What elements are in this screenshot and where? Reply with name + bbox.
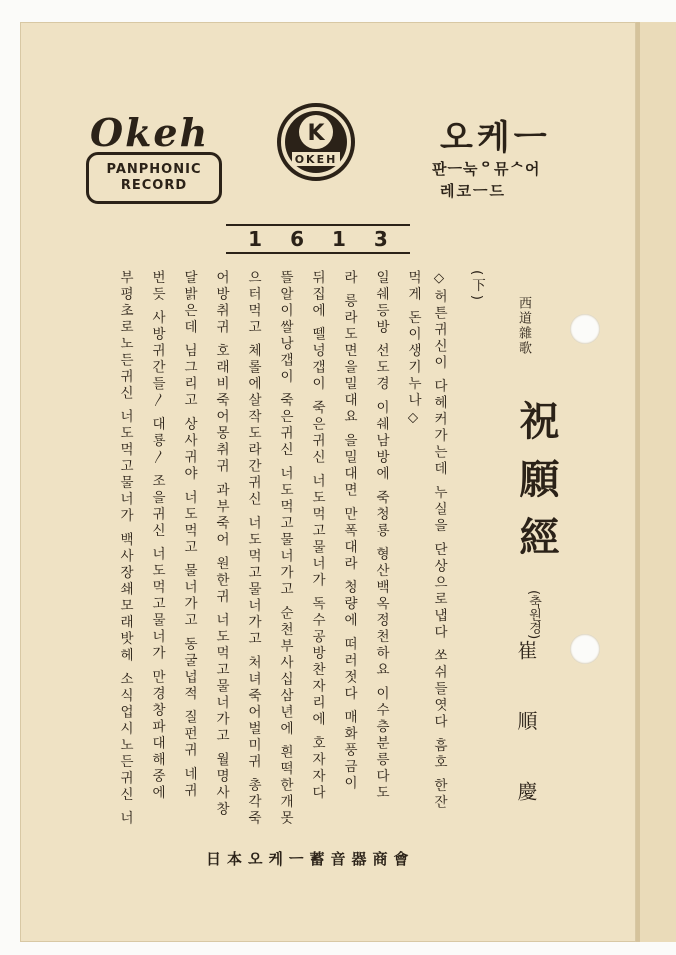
lyric-part-mark: (下) <box>469 270 485 304</box>
record-number: 1613 <box>248 227 416 251</box>
adjacent-page-edge <box>640 22 676 942</box>
lyric-line-8: 어방취귀 호래비죽어몽취귀 과부죽어 원한귀 너도먹고물너가고 월명사창 <box>213 270 229 818</box>
song-title-korean: (축원경) <box>526 590 541 640</box>
okeh-korean-wordmark: 오케ㅡ <box>440 118 551 158</box>
okeh-logo-script: Okeh <box>90 110 210 155</box>
lyric-line-7: 으터먹고 체롤에살작도라간귀신 너도먹고물너가고 처녀죽어벌미귀 총각죽 <box>245 270 261 828</box>
lyric-line-9: 달밝은데 님그리고 상사귀야 너도먹고 물너가고 동굴넙적 질펀귀 네귀 <box>181 270 197 800</box>
record-number-box <box>226 224 416 254</box>
lyric-line-2: 먹게 돈이생기누나◇ <box>405 270 421 429</box>
lyric-line-6: 뜰알이쌀낭갭이 죽은귀신 너도먹고물너가고 순천부사십삼년에 흰떡한개못 <box>277 270 293 828</box>
singer-name: 崔 順 慶 <box>514 640 538 823</box>
seal-text: OKEH <box>294 153 338 166</box>
seal-letter: K <box>307 121 325 146</box>
company-footer: 日本오케ㅡ蓄音器商會 <box>206 850 415 868</box>
record-label: RECORD <box>120 178 188 193</box>
panphonic-label: PANPHONIC <box>106 162 202 177</box>
okeh-subtitle-line1: 판ㅡ눅ᄋ뮤ᄉ어 <box>432 160 541 178</box>
lyric-line-11: 부평초로노든귀신 너도먹고물너가 백사장쇄모래밧헤 소식업시노든귀신 너 <box>117 270 133 828</box>
binder-hole-upper <box>570 314 600 344</box>
song-genre: 西道雜歌 <box>516 296 531 356</box>
lyric-line-10: 번듯 사방귀간들〳 대룡〳 조을귀신 너도먹고물너가 만경창파대해중에 <box>149 270 165 802</box>
lyric-line-1: ◇허튼귀신이 다헤커가는데 누실을 단상으로냅다 쏘쉬들엿다 흠호 한잔 <box>431 270 447 812</box>
lyric-line-5: 뒤집에 뗄넝갭이 죽은귀신 너도먹고물너가 독수공방찬자리에 호자자다 <box>309 270 325 802</box>
song-title-hanja: 祝願經 <box>513 400 560 574</box>
lyric-line-4: 라 릉라도면을밀대요 을밀대면 만폭대라 청량에 떠러젓다 매화풍금이 <box>341 270 357 793</box>
lyric-line-3: 일쉐등방 선도경 이쉐남방에 죽청룡 형산백옥정천하요 이수층분릉다도 <box>373 270 389 802</box>
okeh-subtitle-line2: 레코ㅡ드 <box>440 182 506 200</box>
okeh-emblem-seal <box>276 102 356 182</box>
panphonic-record-badge <box>86 152 222 204</box>
binder-hole-lower <box>570 634 600 664</box>
